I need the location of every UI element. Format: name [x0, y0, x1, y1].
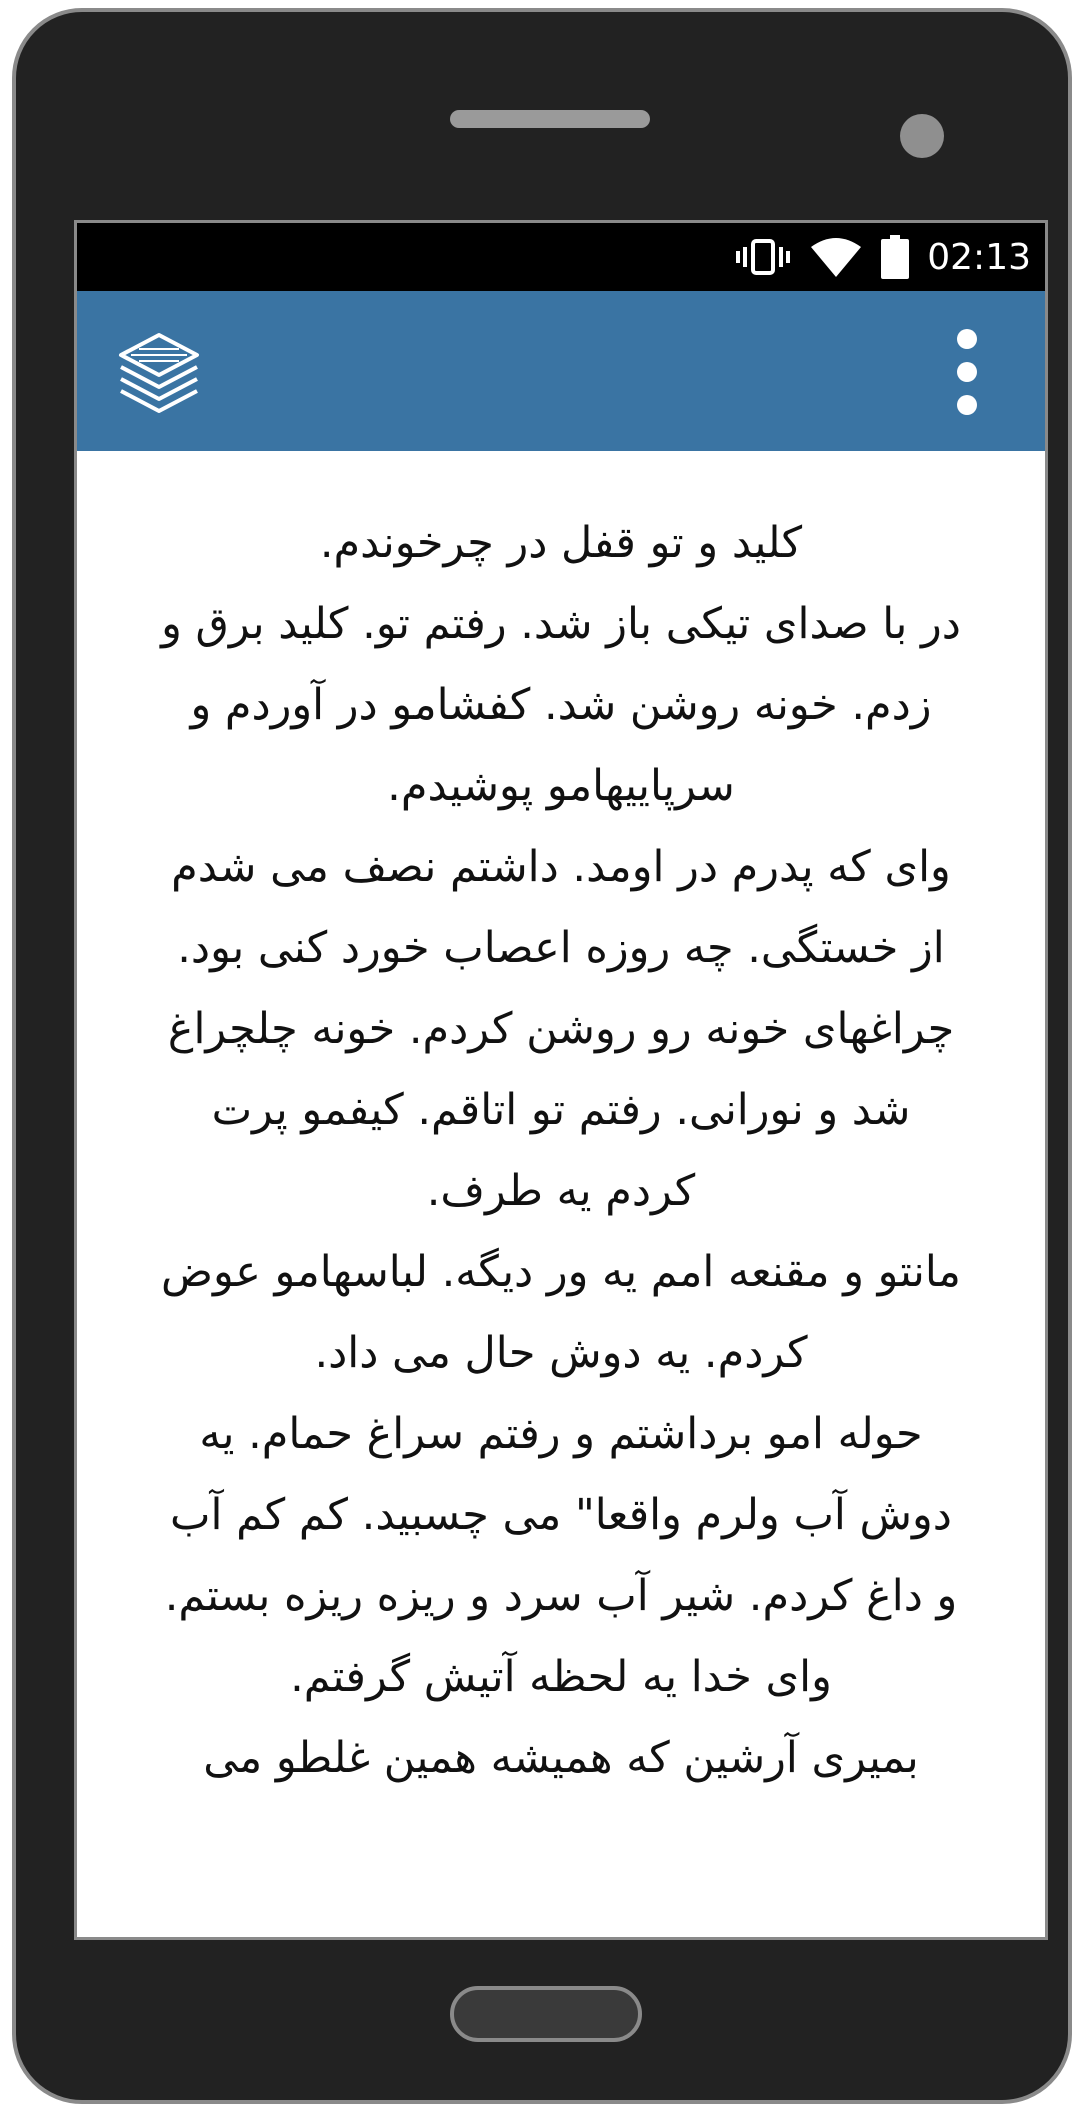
status-clock: 02:13: [927, 236, 1031, 278]
vibrate-icon: [735, 237, 791, 277]
phone-screen: [74, 220, 1048, 1940]
front-camera: [900, 114, 944, 158]
status-bar: [77, 223, 1045, 291]
app-toolbar: [77, 291, 1045, 451]
home-button[interactable]: [450, 1986, 642, 2042]
phone-frame: [12, 8, 1072, 2104]
layers-icon[interactable]: [117, 329, 201, 413]
speaker-grille: [450, 110, 650, 128]
story-text: کلید و تو قفل در چرخوندم. در با صدای تیکی باز شد. رفتم تو. کلید برق و زدم. خونه روشن شد. کفشامو در آوردم و سرپاییهامو پوشیدم. وای که پدرم در اومد. داشتم نصف می شدم از خستگی. چه روزه اعصاب خورد کنی بود. چراغهای خونه رو روشن کردم. خونه چلچراغ شد و نورانی. رفتم تو اتاقم. کیفمو پرت کردم یه طرف. مانتو و مقنعه امم یه ور دیگه. لباسهامو عوض کردم. یه دوش حال می داد. حوله امو برداشتم و رفتم سراغ حمام. یه دوش آب ولرم واقعا" می چسبید. کم کم آب و داغ کردم. شیر آب سرد و ریزه ریزه بستم. وای خدا یه لحظه آتیش گرفتم. بمیری آرشین که همیشه همین غلطو می: [161, 518, 961, 1783]
wifi-icon: [811, 237, 861, 277]
battery-icon: [881, 235, 909, 279]
more-vert-icon[interactable]: [947, 327, 987, 417]
story-content[interactable]: [77, 451, 1045, 1937]
status-icons: [715, 233, 1031, 281]
